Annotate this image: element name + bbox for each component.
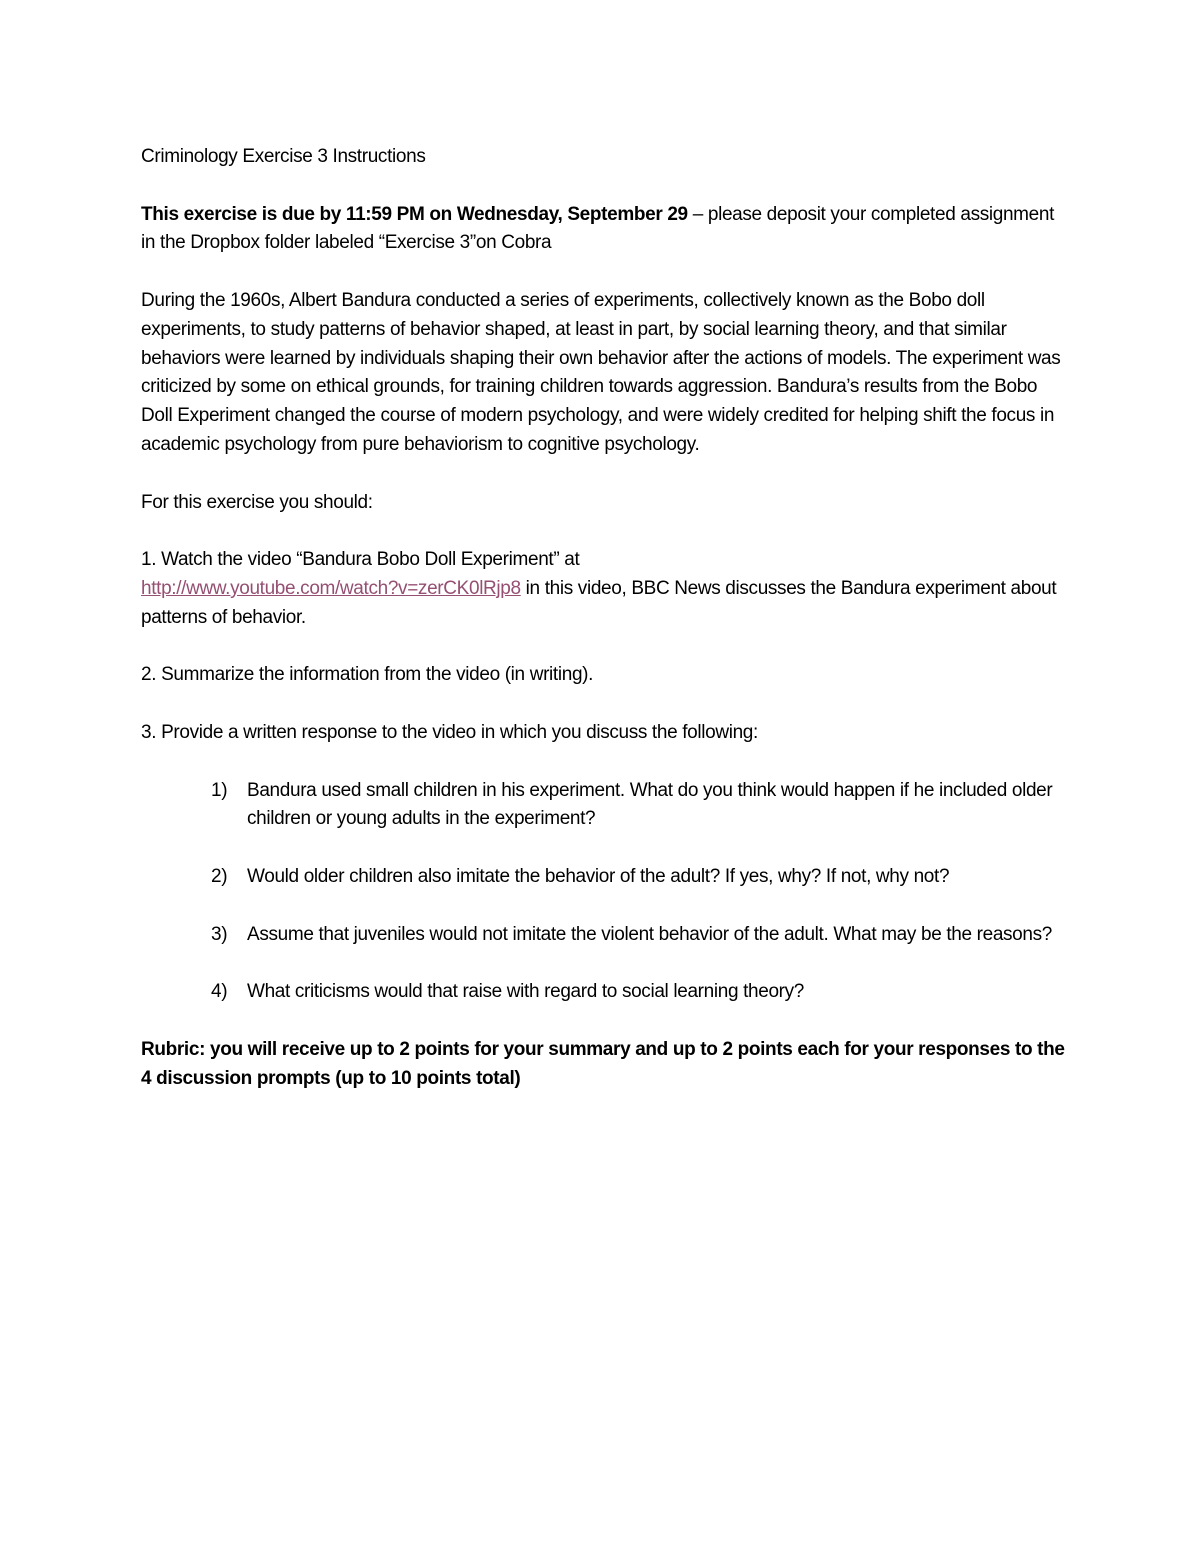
intro-paragraph: During the 1960s, Albert Bandura conducted a series of experiments, collectively known as the Bobo doll experiments, to study patterns of behavior shaped, at least in part, by social learning theory, and that similar behaviors were learned by individuals shaping their own behavior after the actions of models. The experiment was criticized by some on ethical grounds, for training children towards aggression. Bandura’s results from the Bobo Doll Experiment changed the course of modern psychology, and were widely credited for helping shift the focus in academic psychology from pure behaviorism to cognitive psychology. [141, 289, 1061, 455]
prompt-number: 4) [211, 981, 228, 1003]
exercise-lead: For this exercise you should: [141, 491, 373, 513]
video-link[interactable]: http://www.youtube.com/watch?v=zerCK0lRjp8 [141, 577, 521, 599]
due-instructions: – please deposit your completed assignment in the Dropbox folder labeled “Exercise 3”on Cobra [141, 203, 1055, 254]
step-1-description: in this video, BBC News discusses the Bandura experiment about patterns of behavior. [141, 577, 1057, 628]
prompt-number: 1) [211, 779, 228, 801]
document-body [141, 143, 1071, 1093]
prompt-text: Assume that juveniles would not imitate the violent behavior of the adult. What may be the reasons? [247, 923, 1052, 945]
prompt-number: 3) [211, 923, 228, 945]
step-1 [141, 546, 1071, 632]
rubric: Rubric: you will receive up to 2 points for your summary and up to 2 points each for your responses to the 4 discussion prompts (up to 10 points total) [141, 1038, 1065, 1089]
prompt-item [141, 863, 1071, 892]
prompt-item [141, 978, 1071, 1007]
due-notice [141, 201, 1071, 259]
due-date: This exercise is due by 11:59 PM on Wednesday, September 29 [141, 203, 688, 225]
discussion-prompts [141, 777, 1071, 1007]
prompt-text: What criticisms would that raise with regard to social learning theory? [247, 981, 805, 1003]
step-1-text: 1. Watch the video “Bandura Bobo Doll Experiment” at [141, 549, 580, 571]
prompt-number: 2) [211, 865, 228, 887]
step-3: 3. Provide a written response to the video in which you discuss the following: [141, 721, 758, 743]
document-title: Criminology Exercise 3 Instructions [141, 146, 426, 167]
prompt-text: Would older children also imitate the behavior of the adult? If yes, why? If not, why not? [247, 865, 950, 887]
step-2: 2. Summarize the information from the video (in writing). [141, 664, 594, 686]
prompt-item [141, 777, 1071, 835]
prompt-text: Bandura used small children in his experiment. What do you think would happen if he included older children or young adults in the experiment? [247, 779, 1053, 830]
prompt-item [141, 921, 1071, 950]
